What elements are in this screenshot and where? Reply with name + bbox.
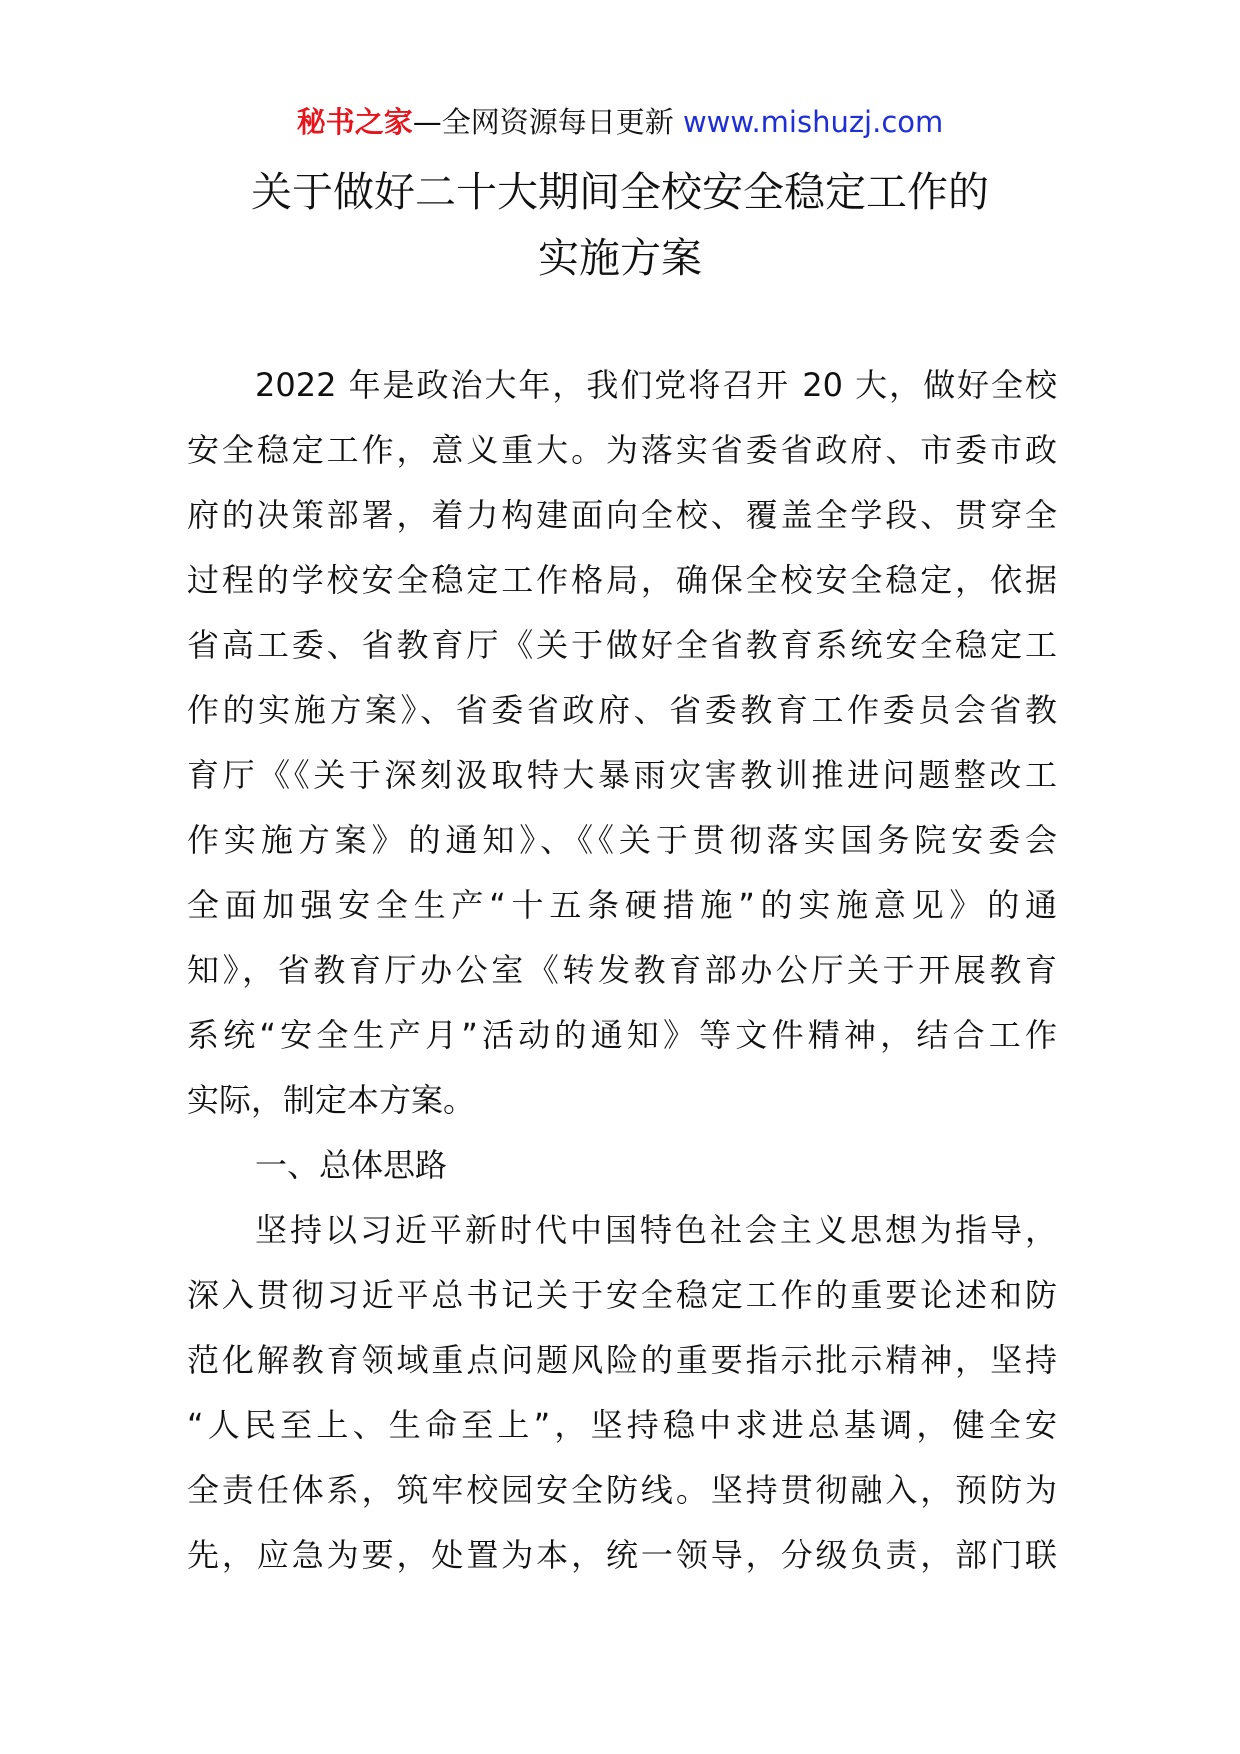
paragraph-line: 2022 年是政治大年，我们党将召开 20 大，做好全校 [255, 366, 1057, 404]
paragraph-line: 育厅《《关于深刻汲取特大暴雨灾害教训推进问题整改工 [187, 756, 1057, 794]
paragraph-line: 过程的学校安全稳定工作格局，确保全校安全稳定，依据 [187, 561, 1057, 599]
paragraph-line: 深入贯彻习近平总书记关于安全稳定工作的重要论述和防 [187, 1276, 1057, 1314]
paragraph-line: “人民至上、生命至上”，坚持稳中求进总基调，健全安 [187, 1406, 1057, 1444]
site-url-link[interactable]: www.mishuzj.com [682, 105, 944, 139]
paragraph-line: 范化解教育领域重点问题风险的重要指示批示精神，坚持 [187, 1341, 1057, 1379]
document-title-line-2: 实施方案 [538, 234, 702, 282]
site-brand: 秘书之家 [296, 105, 413, 139]
paragraph-line: 省高工委、省教育厅《关于做好全省教育系统安全稳定工 [187, 626, 1057, 664]
document-title-line-1: 关于做好二十大期间全校安全稳定工作的 [251, 168, 989, 216]
paragraph-line: 安全稳定工作，意义重大。为落实省委省政府、市委市政 [187, 431, 1057, 469]
paragraph-line: 坚持以习近平新时代中国特色社会主义思想为指导， [255, 1211, 1057, 1249]
section-heading: 一、总体思路 [255, 1146, 448, 1184]
paragraph-line: 府的决策部署，着力构建面向全校、覆盖全学段、贯穿全 [187, 496, 1057, 534]
paragraph-line: 系统“安全生产月”活动的通知》等文件精神，结合工作 [187, 1016, 1057, 1054]
document-body [187, 361, 1057, 1596]
site-slogan: —全网资源每日更新 [412, 105, 674, 139]
paragraph-line: 知》，省教育厅办公室《转发教育部办公厅关于开展教育 [187, 951, 1057, 989]
paragraph-line: 作的实施方案》、省委省政府、省委教育工作委员会省教 [187, 691, 1057, 729]
paragraph-line: 作实施方案》的通知》、《《关于贯彻落实国务院安委会 [187, 821, 1057, 859]
site-header [0, 102, 1240, 142]
paragraph-line: 先，应急为要，处置为本，统一领导，分级负责，部门联 [187, 1536, 1057, 1574]
paragraph-line: 全责任体系，筑牢校园安全防线。坚持贯彻融入，预防为 [187, 1471, 1057, 1509]
paragraph-line: 全面加强安全生产“十五条硬措施”的实施意见》的通 [187, 886, 1057, 924]
paragraph-line: 实际，制定本方案。 [187, 1081, 476, 1119]
